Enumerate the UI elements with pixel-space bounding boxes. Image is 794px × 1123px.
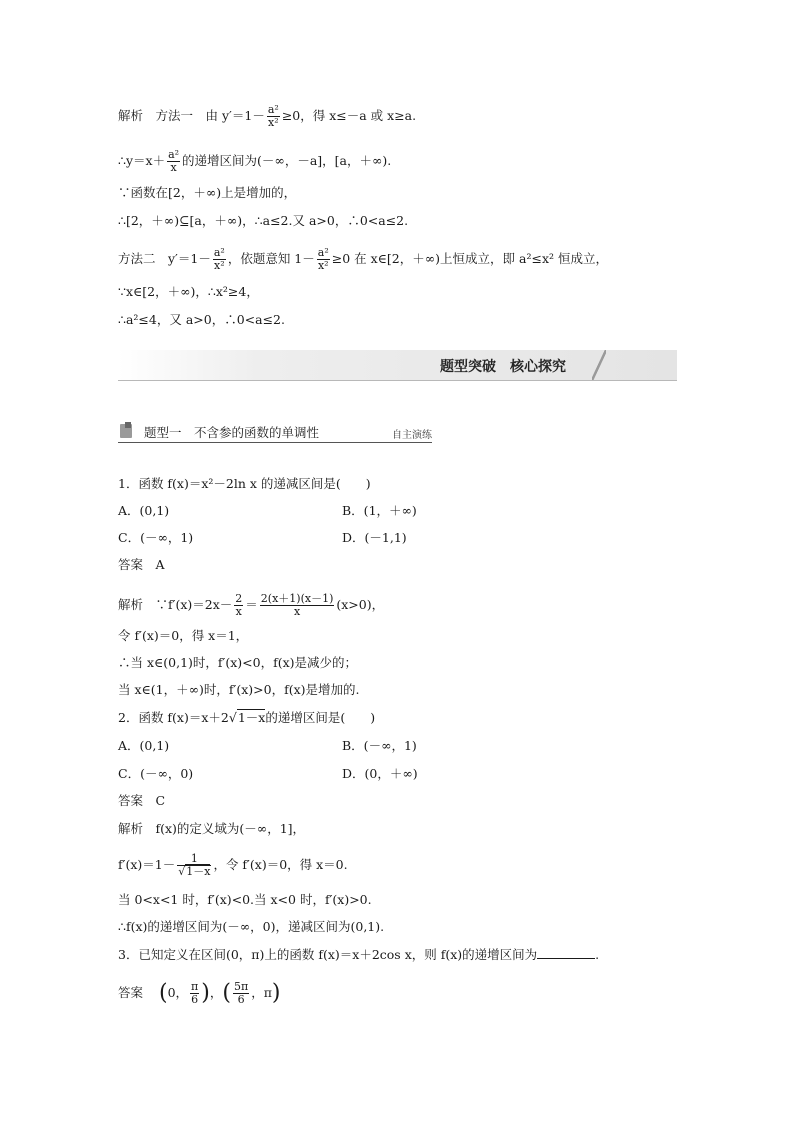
- section-title: 题型一 不含参的函数的单调性: [144, 425, 320, 440]
- fraction: [317, 247, 330, 272]
- banner-slash-decoration: [592, 350, 606, 380]
- q1-option-d: D．(－1,1): [342, 530, 407, 545]
- fraction: [213, 247, 226, 272]
- text: ，依题意知 1－: [227, 251, 315, 266]
- text: .: [595, 947, 600, 962]
- section-tag: 自主演练: [392, 430, 432, 441]
- paren-close: ): [271, 980, 281, 1006]
- q2-option-a: A．(0,1): [118, 738, 170, 753]
- numerator: a²: [168, 148, 180, 161]
- sqrt-symbol: √: [178, 865, 186, 878]
- denominator: 6: [237, 993, 245, 1006]
- numerator: 2(x＋1)(x－1): [260, 592, 334, 605]
- q1-option-a: A．(0,1): [118, 503, 170, 518]
- text: 方法二 y′＝1－: [118, 251, 211, 266]
- numerator: 5π: [233, 980, 249, 993]
- text: ≥0，得 x≤－a 或 x≥a.: [281, 108, 417, 123]
- q2-stem: [118, 709, 375, 727]
- denominator: x: [293, 605, 301, 618]
- numerator: 2: [235, 592, 243, 605]
- answer-label: 答案: [118, 985, 144, 1000]
- fraction: [260, 593, 335, 618]
- text: ，令 f′(x)＝0，得 x＝0.: [213, 857, 348, 872]
- paren-open: (: [222, 980, 231, 1006]
- q3-answer: [118, 981, 281, 1006]
- fraction: [233, 981, 249, 1006]
- solution-line-2: [118, 149, 391, 174]
- numerator: a²: [317, 246, 329, 259]
- fraction: [190, 981, 199, 1006]
- denominator: x: [170, 161, 177, 174]
- q2-option-c: C．(－∞，0): [118, 766, 194, 781]
- text: 0，: [167, 985, 189, 1000]
- text: ，: [209, 985, 223, 1000]
- solution-line-6: ∵x∈[2，＋∞)，∴x²≥4，: [118, 284, 259, 299]
- q1-solution-line-4: 当 x∈(1，＋∞)时，f′(x)>0，f(x)是增加的.: [118, 682, 360, 697]
- q1-option-c: C．(－∞，1): [118, 530, 194, 545]
- q2-option-d: D．(0，＋∞): [342, 766, 418, 781]
- solution-line-5: [118, 247, 608, 272]
- denominator: 6: [191, 993, 199, 1006]
- text: 解析 ∵f′(x)＝2x－: [118, 597, 233, 612]
- numerator: π: [191, 980, 199, 993]
- banner-title: 题型突破 核心探究: [440, 359, 566, 375]
- text: y′＝1－: [222, 108, 265, 123]
- fraction: [234, 593, 243, 618]
- answer-blank: [537, 946, 595, 959]
- q1-solution-line-3: ∴当 x∈(0,1)时，f′(x)<0，f(x)是减少的；: [118, 655, 358, 670]
- sqrt-symbol: √: [228, 710, 237, 725]
- solution-line-3: ∵函数在[2，＋∞)上是增加的，: [118, 185, 297, 200]
- paren-open: (: [158, 980, 168, 1006]
- text: f′(x)＝1－: [118, 857, 176, 872]
- numerator: 1: [177, 853, 211, 866]
- text: ，π: [251, 985, 272, 1000]
- q1-stem: 1．函数 f(x)＝x²－2ln x 的递减区间是( ): [118, 476, 371, 491]
- q2-solution-line-2: [118, 853, 348, 878]
- numerator: a²: [267, 103, 279, 116]
- q2-option-b: B．(－∞，1): [342, 738, 417, 753]
- numerator: a²: [213, 246, 225, 259]
- q2-solution-line-4: ∴f(x)的递增区间为(－∞，0)，递减区间为(0,1).: [118, 919, 385, 934]
- text: 3．已知定义在区间(0，π)上的函数 f(x)＝x＋2cos x，则 f(x)的递增区间为: [118, 947, 538, 962]
- denominator: x²: [268, 116, 279, 129]
- sqrt-radicand: 1－x: [237, 710, 266, 725]
- q2-solution-line-3: 当 0<x<1 时，f′(x)<0.当 x<0 时，f′(x)>0.: [118, 892, 372, 907]
- q1-option-b: B．(1，＋∞): [342, 503, 417, 518]
- fraction: [167, 149, 180, 174]
- text: (x>0)，: [336, 597, 385, 612]
- solution-line-1: [118, 104, 416, 129]
- denominator: x²: [214, 259, 225, 272]
- text: ＝: [245, 597, 258, 612]
- q1-solution-line-2: 令 f′(x)＝0，得 x＝1，: [118, 628, 249, 643]
- text: ≥0 在 x∈[2，＋∞)上恒成立，即 a²≤x² 恒成立，: [331, 251, 608, 266]
- text: ∴y＝x＋: [118, 153, 166, 168]
- solution-line-4: ∴[2，＋∞)⊆[a，＋∞)，∴a≤2.又 a>0，∴0<a≤2.: [118, 213, 409, 228]
- q1-solution-line-1: [118, 593, 384, 618]
- fraction: [177, 853, 211, 878]
- bookmark-icon: [120, 424, 132, 438]
- denominator: x: [235, 605, 242, 618]
- text: 解析 方法一 由: [118, 108, 219, 123]
- solution-line-7: ∴a²≤4，又 a>0，∴0<a≤2.: [118, 312, 285, 327]
- sqrt-radicand: 1－x: [186, 865, 211, 878]
- fraction: [267, 104, 280, 129]
- q3-stem: [118, 946, 599, 964]
- text: 2．函数 f(x)＝x＋2: [118, 710, 229, 725]
- q2-answer: 答案 C: [118, 793, 166, 808]
- denominator: x²: [317, 259, 329, 272]
- q2-solution-line-1: 解析 f(x)的定义域为(－∞，1]，: [118, 821, 306, 836]
- section-banner: [118, 350, 677, 381]
- q1-answer: 答案 A: [118, 557, 165, 572]
- section-heading: [118, 422, 432, 443]
- text: 的递增区间是( ): [265, 710, 376, 725]
- text: 的递增区间为(－∞，－a]，[a，＋∞).: [182, 153, 392, 168]
- paren-close: ): [201, 980, 210, 1006]
- denominator: [177, 866, 211, 878]
